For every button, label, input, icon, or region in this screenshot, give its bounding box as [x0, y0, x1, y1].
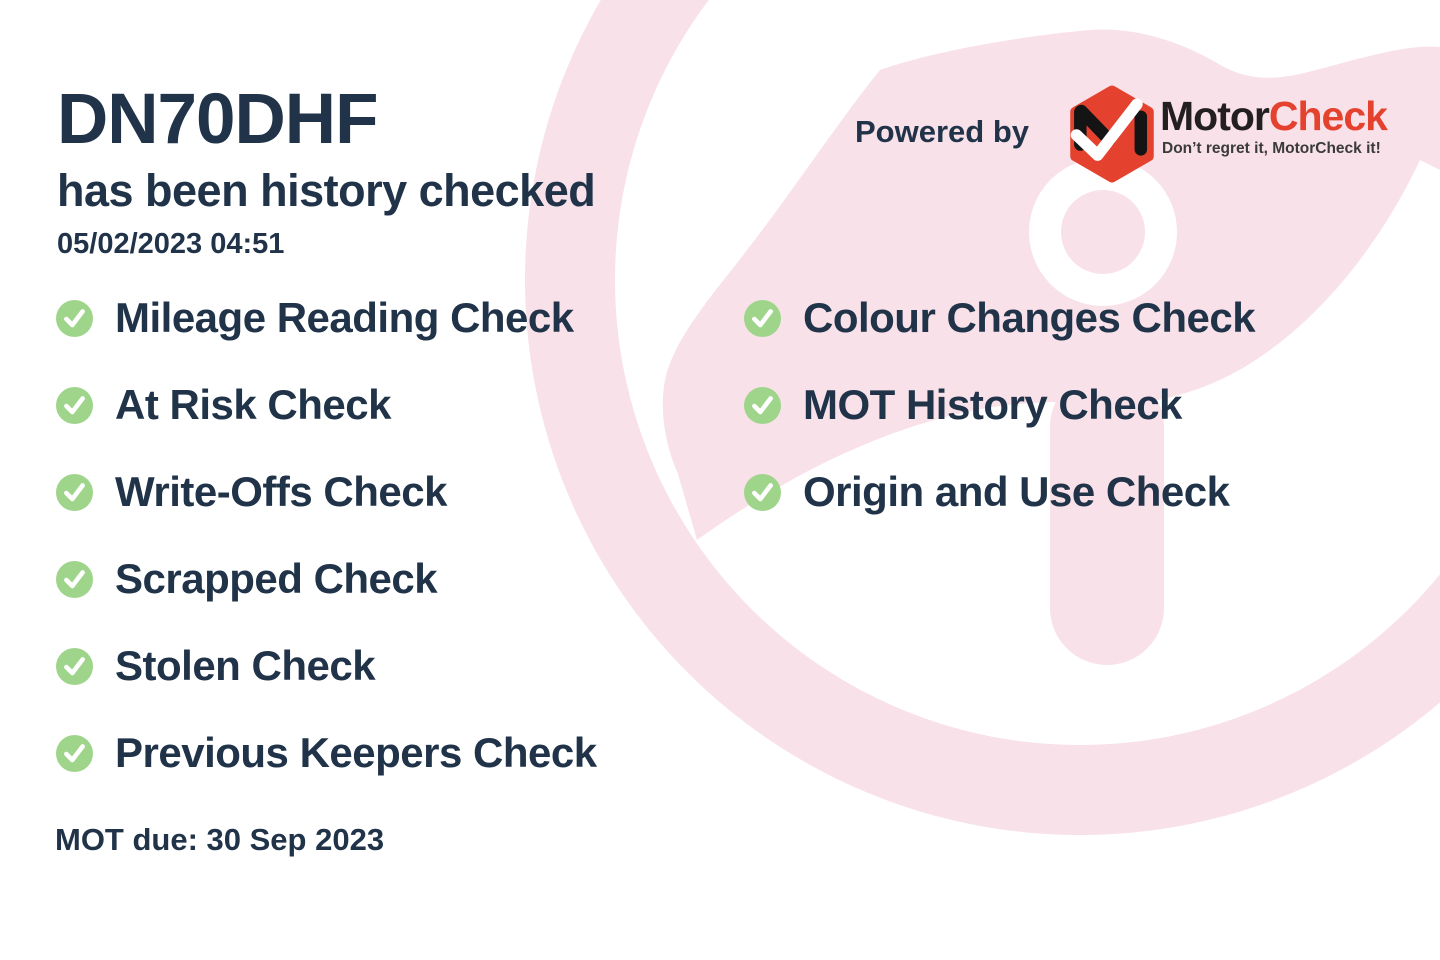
check-item	[56, 381, 597, 428]
check-item	[56, 555, 597, 602]
header-subtitle: has been history checked	[57, 165, 596, 216]
header	[57, 80, 596, 261]
check-item	[56, 468, 597, 515]
check-item	[56, 729, 597, 776]
check-item	[744, 468, 1255, 515]
check-item-label: Origin and Use Check	[803, 468, 1230, 515]
check-item-label: MOT History Check	[803, 381, 1182, 428]
green-check-circle-icon	[56, 561, 93, 598]
registration-plate: DN70DHF	[57, 80, 378, 159]
powered-by-label: Powered by	[855, 114, 1029, 149]
brand-name-primary: Motor	[1160, 93, 1269, 139]
check-item	[56, 642, 597, 689]
check-list-right	[744, 294, 1256, 560]
check-item	[744, 294, 1256, 341]
check-item	[56, 294, 597, 341]
check-item-label: Stolen Check	[115, 642, 376, 689]
brand-wordmark	[1160, 93, 1387, 139]
green-check-circle-icon	[56, 735, 93, 772]
check-item	[744, 381, 1255, 428]
green-check-circle-icon	[56, 648, 93, 685]
check-item-label: Mileage Reading Check	[115, 294, 574, 341]
check-timestamp: 05/02/2023 04:51	[57, 228, 285, 260]
check-list-left	[56, 294, 597, 821]
check-item-label: Scrapped Check	[115, 555, 438, 602]
brand-tagline: Don’t regret it, MotorCheck it!	[1162, 140, 1381, 157]
motorcheck-hexagon-icon	[1064, 84, 1160, 184]
check-item-label: Previous Keepers Check	[115, 729, 597, 776]
mot-due-label: MOT due: 30 Sep 2023	[55, 822, 385, 857]
check-item-label: At Risk Check	[115, 381, 391, 428]
check-item-label: Colour Changes Check	[803, 294, 1256, 341]
check-item-label: Write-Offs Check	[115, 468, 447, 515]
green-check-circle-icon	[56, 474, 93, 511]
green-check-circle-icon	[744, 474, 781, 511]
green-check-circle-icon	[744, 300, 781, 337]
brand-name-accent: Check	[1268, 93, 1387, 139]
green-check-circle-icon	[744, 387, 781, 424]
green-check-circle-icon	[56, 300, 93, 337]
green-check-circle-icon	[56, 387, 93, 424]
